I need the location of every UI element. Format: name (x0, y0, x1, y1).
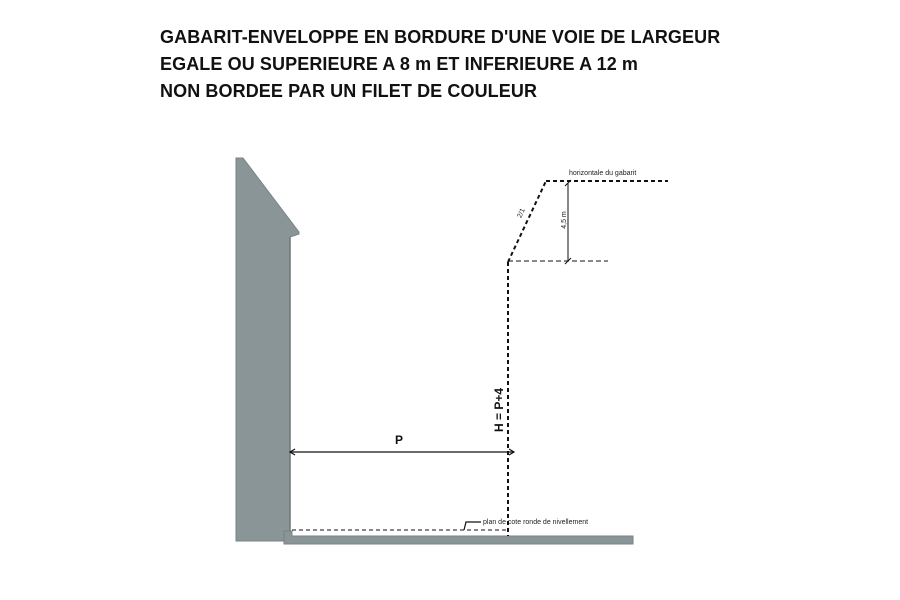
ground-slab (284, 531, 633, 544)
title-line-2: EGALE OU SUPERIEURE A 8 m ET INFERIEURE A 12 m (160, 54, 639, 74)
height-step-label: 4,5 m (561, 211, 568, 229)
gabarit-horizontal-label: horizontale du gabarit (569, 170, 637, 177)
slope-ratio-label: 2/1 (516, 207, 527, 220)
title-line-3: NON BORDEE PAR UN FILET DE COULEUR (160, 81, 538, 101)
ground-level-leader (464, 522, 481, 530)
ground-level-label: plan de cote ronde de nivellement (483, 519, 589, 526)
title-line-1: GABARIT-ENVELOPPE EN BORDURE D'UNE VOIE DE LARGEUR (160, 27, 721, 47)
height-formula-label: H = P+4 (492, 387, 506, 433)
envelope-slope-line (508, 181, 546, 262)
width-label: P (394, 433, 404, 447)
